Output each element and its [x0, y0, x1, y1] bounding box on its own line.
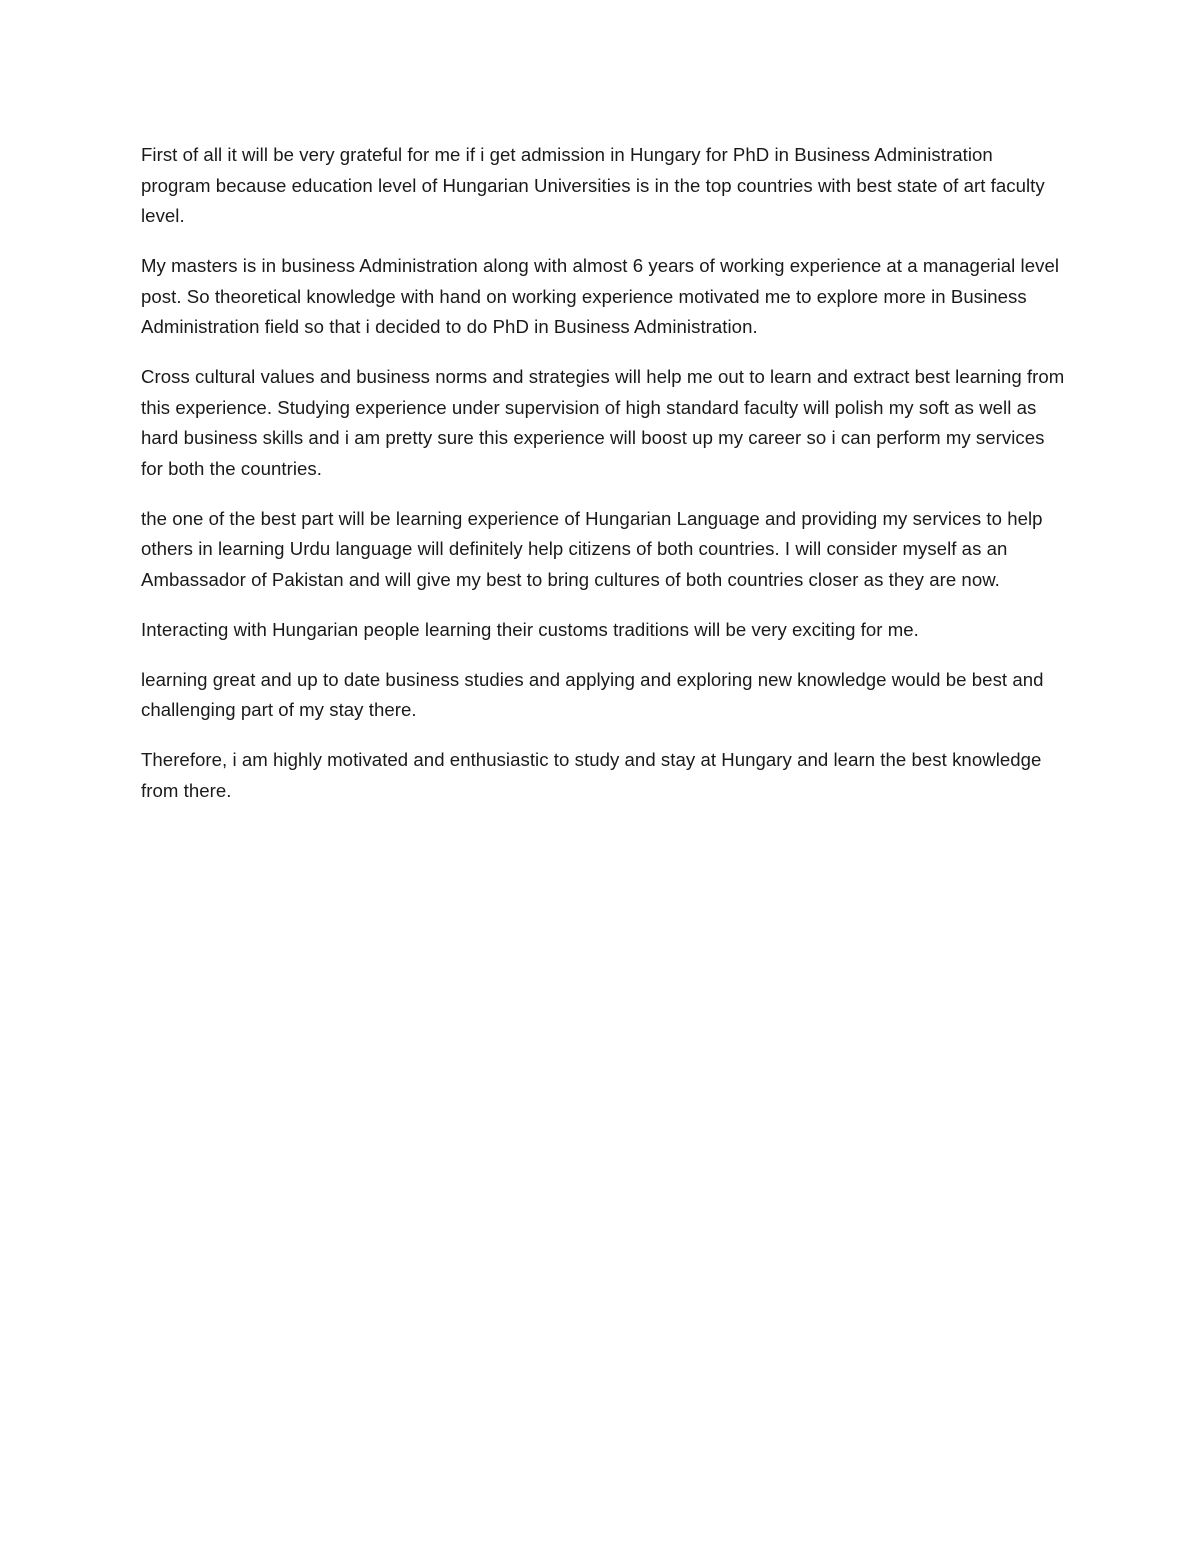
paragraph-5: Interacting with Hungarian people learning their customs traditions will be very exciting for me. — [141, 618, 919, 640]
paragraph-3: Cross cultural values and business norms and strategies will help me out to learn and extract best learning from this experience. Studying experience under supervision of high standard faculty will polish my soft as well as hard business skills and i am pretty sure this experience will boost up my career so i can perform my services for both the countries. — [141, 366, 1065, 479]
paragraph-1: First of all it will be very grateful for me if i get admission in Hungary for PhD in Business Administration program because education level of Hungarian Universities is in the top countries with best state of art faculty level. — [141, 144, 1045, 226]
paragraph-2: My masters is in business Administration along with almost 6 years of working experience at a managerial level post. So theoretical knowledge with hand on working experience motivated me to explore more in Business Administration field so that i decided to do PhD in Business Administration. — [141, 255, 1060, 337]
paragraph-6: learning great and up to date business studies and applying and exploring new knowledge would be best and challenging part of my stay there. — [141, 668, 1044, 720]
document-body — [141, 140, 1066, 826]
paragraph-7: Therefore, i am highly motivated and enthusiastic to study and stay at Hungary and learn the best knowledge from there. — [141, 749, 1042, 801]
paragraph-4: the one of the best part will be learning experience of Hungarian Language and providing my services to help others in learning Urdu language will definitely help citizens of both countries. I will consider myself as an Ambassador of Pakistan and will give my best to bring cultures of both countries closer as they are now. — [141, 507, 1043, 590]
